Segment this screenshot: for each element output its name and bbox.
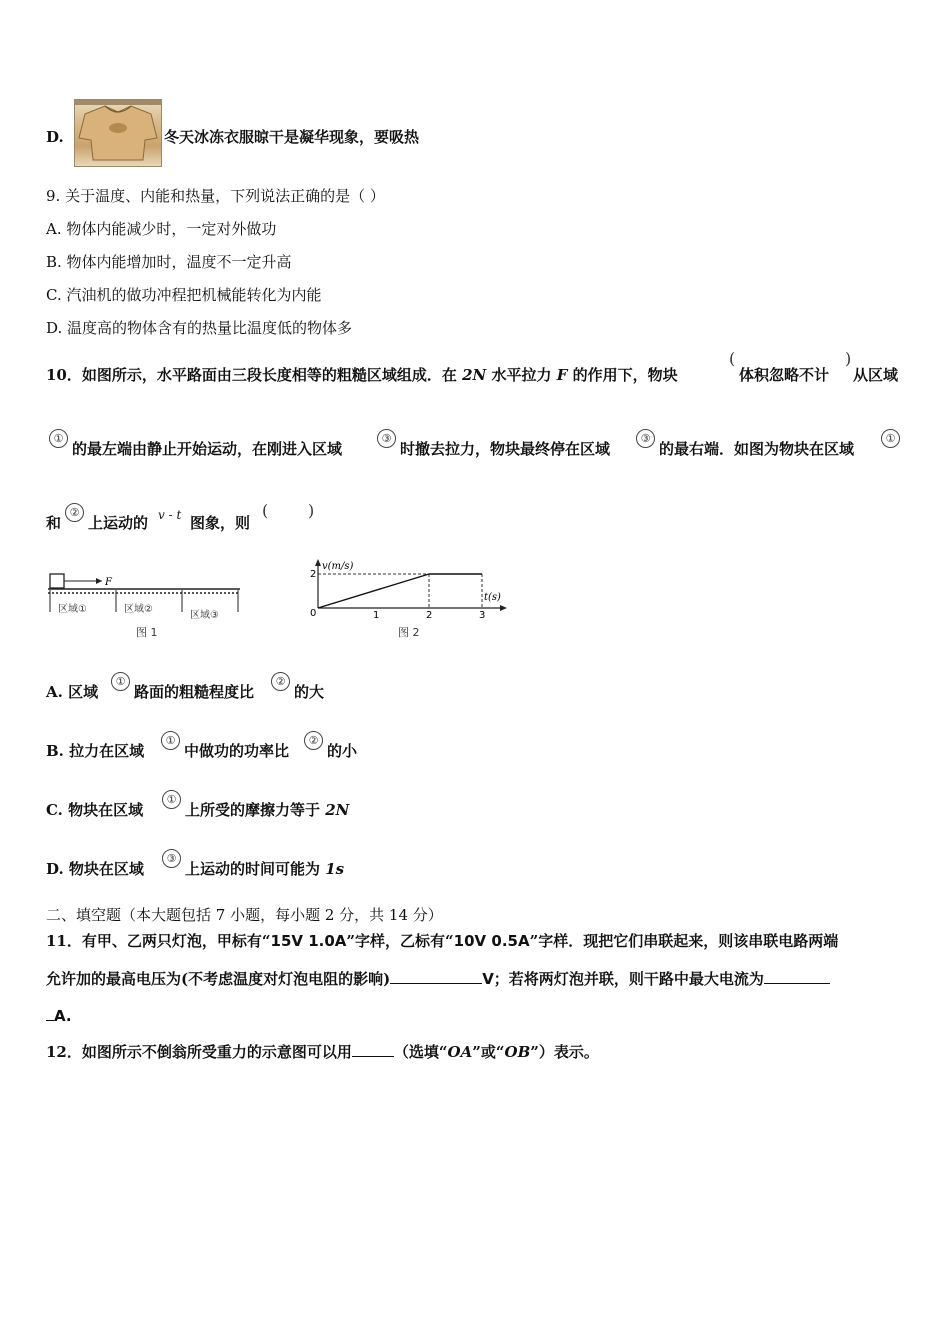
x-tick-1: 1	[373, 610, 380, 621]
force-arrowhead	[96, 578, 102, 584]
q9-option-b: B. 物体内能增加时，温度不一定升高	[46, 253, 292, 271]
q10-text: 上运动的	[88, 514, 149, 532]
answer-blank[interactable]	[352, 1042, 394, 1057]
q11-lamp1: 15V 1.0A	[270, 932, 347, 950]
q10-option-d-text: 上运动的时间可能为	[185, 860, 326, 878]
answer-blank[interactable]	[390, 969, 482, 984]
q10-text: 和	[46, 514, 62, 532]
q12-line	[46, 1042, 599, 1062]
q12-text: （选填“	[393, 1043, 448, 1061]
figure-1-road	[44, 568, 244, 642]
q10-text: 的最左端由静止开始运动，在刚进入区域	[72, 440, 343, 458]
q11-unit-a: A.	[54, 1007, 72, 1025]
q10-text: 的作用下，物块	[567, 366, 678, 384]
q11-text: ”字样，乙标有“	[346, 932, 454, 950]
q10-paren-open: (	[729, 349, 736, 368]
q10-text: 的最右端．如图为物块在区域	[659, 440, 855, 458]
q10-option-a-1: A. 区域	[46, 683, 99, 701]
zone-1-label: 区域①	[58, 604, 87, 615]
q10-text: 从区域	[853, 366, 899, 384]
q12-text: ”）表示。	[530, 1043, 599, 1061]
q11-line2	[46, 969, 830, 989]
q10-option-c-value: 2N	[325, 801, 350, 819]
circle-1: ①	[162, 790, 181, 809]
circle-1: ①	[49, 429, 68, 448]
q10-option-b-1: B. 拉力在区域	[46, 742, 145, 760]
q9-option-c: C. 汽油机的做功冲程把机械能转化为内能	[46, 286, 322, 304]
q11-line1	[46, 931, 838, 951]
figure-2-vt-graph	[304, 556, 514, 642]
block	[50, 574, 64, 588]
option-d-text: 冬天冰冻衣服晾干是凝华现象，要吸热	[164, 128, 420, 146]
q11-lamp2: 10V 0.5A	[453, 932, 530, 950]
q10-text: 时撤去拉力，物块最终停在区域	[400, 440, 611, 458]
circle-2: ②	[304, 731, 323, 750]
force-label: F	[105, 577, 112, 588]
q10-option-d-2	[185, 859, 344, 879]
option-d-label: D.	[46, 128, 64, 146]
q11-line3	[46, 1006, 72, 1026]
circle-2: ②	[271, 672, 290, 691]
q11-text: 11．有甲、乙两只灯泡，甲标有“	[46, 932, 271, 950]
q9-option-d: D. 温度高的物体含有的热量比温度低的物体多	[46, 319, 353, 337]
q10-option-c-1: C. 物块在区域	[46, 801, 144, 819]
circle-1: ①	[111, 672, 130, 691]
x-axis-label: t(s)	[484, 592, 501, 603]
q10-option-c-2	[185, 800, 349, 820]
q10-option-a-3: 的大	[294, 683, 325, 701]
q11-text: V；若将两灯泡并联，则干路中最大电流为	[482, 970, 764, 988]
answer-blank[interactable]	[46, 1006, 54, 1021]
q10-paren-open: (	[262, 501, 269, 520]
q12-text: ”或“	[472, 1043, 505, 1061]
q10-line1	[46, 365, 678, 385]
answer-blank[interactable]	[764, 969, 830, 984]
q10-paren-close: )	[308, 501, 315, 520]
zone-2-label: 区域②	[124, 604, 153, 615]
q12-ob: OB	[504, 1043, 531, 1061]
x-tick-3: 3	[479, 610, 486, 621]
figure-1-caption: 图 1	[136, 626, 158, 639]
zone-3-label: 区域③	[190, 610, 219, 621]
x-tick-2: 2	[426, 610, 433, 621]
origin-label: 0	[310, 608, 317, 619]
circle-3: ③	[377, 429, 396, 448]
q10-text: 图象，则	[190, 514, 251, 532]
q10-paren-close: )	[845, 349, 852, 368]
section-2-title: 二、填空题（本大题包括 7 小题，每小题 2 分，共 14 分）	[46, 906, 443, 924]
y-tick: 2	[310, 569, 317, 580]
q10-option-d-1: D. 物块在区域	[46, 860, 144, 878]
circle-3: ③	[162, 849, 181, 868]
q9-option-a: A. 物体内能减少时，一定对外做功	[46, 220, 277, 238]
q11-text: ”字样．现把它们串联起来，则该串联电路两端	[529, 932, 839, 950]
accel-segment	[318, 574, 429, 608]
q10-force: 2N	[462, 366, 487, 384]
y-axis-arrow	[315, 559, 321, 566]
q10-force-symbol: F	[556, 366, 568, 384]
q10-option-b-3: 的小	[327, 742, 358, 760]
q12-oa: OA	[447, 1043, 473, 1061]
circle-2: ②	[65, 503, 84, 522]
circle-3: ③	[636, 429, 655, 448]
q10-text: 10．如图所示，水平路面由三段长度相等的粗糙区域组成．在	[46, 366, 463, 384]
q10-option-c-text: 上所受的摩擦力等于	[185, 801, 326, 819]
q10-vt-label: v - t	[158, 508, 182, 522]
y-axis-label: v(m/s)	[322, 561, 354, 572]
q10-option-a-2: 路面的粗糙程度比	[134, 683, 255, 701]
q9-stem: 9. 关于温度、内能和热量，下列说法正确的是（ ）	[46, 187, 385, 205]
circle-1: ①	[881, 429, 900, 448]
x-axis-arrow	[500, 605, 507, 611]
q12-text: 12．如图所示不倒翁所受重力的示意图可以用	[46, 1043, 352, 1061]
frozen-clothes-photo	[74, 99, 162, 167]
q10-option-b-2: 中做功的功率比	[184, 742, 290, 760]
q10-option-d-value: 1s	[325, 860, 345, 878]
figure-2-caption: 图 2	[398, 626, 420, 639]
q10-text: 水平拉力	[486, 366, 557, 384]
q10-text: 体积忽略不计	[739, 366, 830, 384]
q11-text: 允许加的最高电压为(不考虑温度对灯泡电阻的影响)	[46, 970, 391, 988]
circle-1: ①	[161, 731, 180, 750]
